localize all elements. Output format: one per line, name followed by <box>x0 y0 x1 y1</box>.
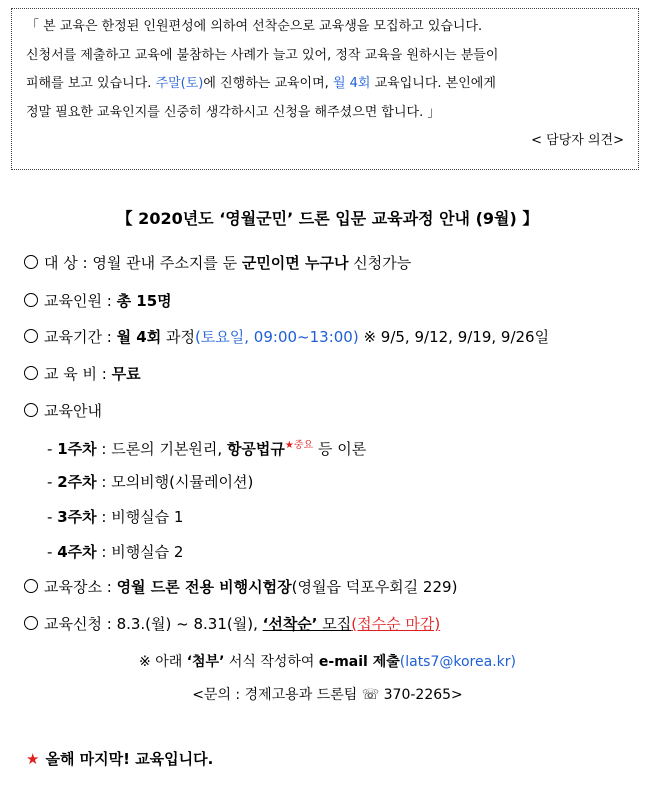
target-row: 대 상 : 영월 관내 주소지를 둔 군민이면 누구나 신청가능 <box>24 252 411 273</box>
page-title: 【 2020년도 ‘영월군민’ 드론 입문 교육과정 안내 (9월) 】 <box>116 209 539 228</box>
star-icon: ★ <box>26 750 40 768</box>
circle-bullet-icon <box>24 366 38 380</box>
week-1: - 1주차 : 드론의 기본원리, 항공법규$^{★중요}$ 등 이론 <box>47 440 367 458</box>
notice-line-2: 신청서를 제출하고 교육에 불참하는 사례가 늘고 있어, 정작 교육을 원하시는 분들이 <box>26 47 499 63</box>
contact-line: <문의 : 경제고용과 드론팀 ☏ 370-2265> <box>192 687 463 703</box>
circle-bullet-icon <box>24 293 38 307</box>
circle-bullet-icon <box>24 329 38 343</box>
circle-bullet-icon <box>24 255 38 269</box>
week-2: - 2주차 : 모의비행(시뮬레이션) <box>47 473 254 491</box>
count-row: 교육인원 : 총 15명 <box>24 290 172 311</box>
week-4: - 4주차 : 비행실습 2 <box>47 543 184 561</box>
notice-line-4: 정말 필요한 교육인지를 신중히 생각하시고 신청을 해주셨으면 합니다. 」 <box>26 104 441 120</box>
notice-signature: < 담당자 의견> <box>531 133 624 148</box>
notice-line-3: 피해를 보고 있습니다. 주말(토)에 진행하는 교육이며, 월 4회 교육입니다. 본인에게 <box>26 76 496 91</box>
place-row: 교육장소 : 영월 드론 전용 비행시험장(영월읍 덕포우회길 229) <box>24 576 457 597</box>
guide-row: 교육안내 <box>24 400 102 421</box>
notice-line-1: 「 본 교육은 한정된 인원편성에 의하여 선착순으로 교육생을 모집하고 있습니다. <box>26 19 483 34</box>
email-link[interactable]: (lats7@korea.kr) <box>399 654 516 670</box>
fee-row: 교 육 비 : 무료 <box>24 363 141 384</box>
closing-line: ★ 올해 마지막! 교육입니다. <box>26 750 214 768</box>
note-line: ※ 아래 ‘첨부’ 서식 작성하여 e-mail 제출(lats7@korea.kr) <box>139 654 516 670</box>
circle-bullet-icon <box>24 403 38 417</box>
circle-bullet-icon <box>24 616 38 630</box>
notice-box <box>11 8 639 170</box>
period-row: 교육기간 : 월 4회 과정(토요일, 09:00~13:00) ※ 9/5, 9/12, 9/19, 9/26일 <box>24 326 549 347</box>
circle-bullet-icon <box>24 579 38 593</box>
apply-row: 교육신청 : 8.3.(월) ~ 8.31(월), ‘선착순’ 모집(접수순 마감) <box>24 613 440 634</box>
week-3: - 3주차 : 비행실습 1 <box>47 508 184 526</box>
